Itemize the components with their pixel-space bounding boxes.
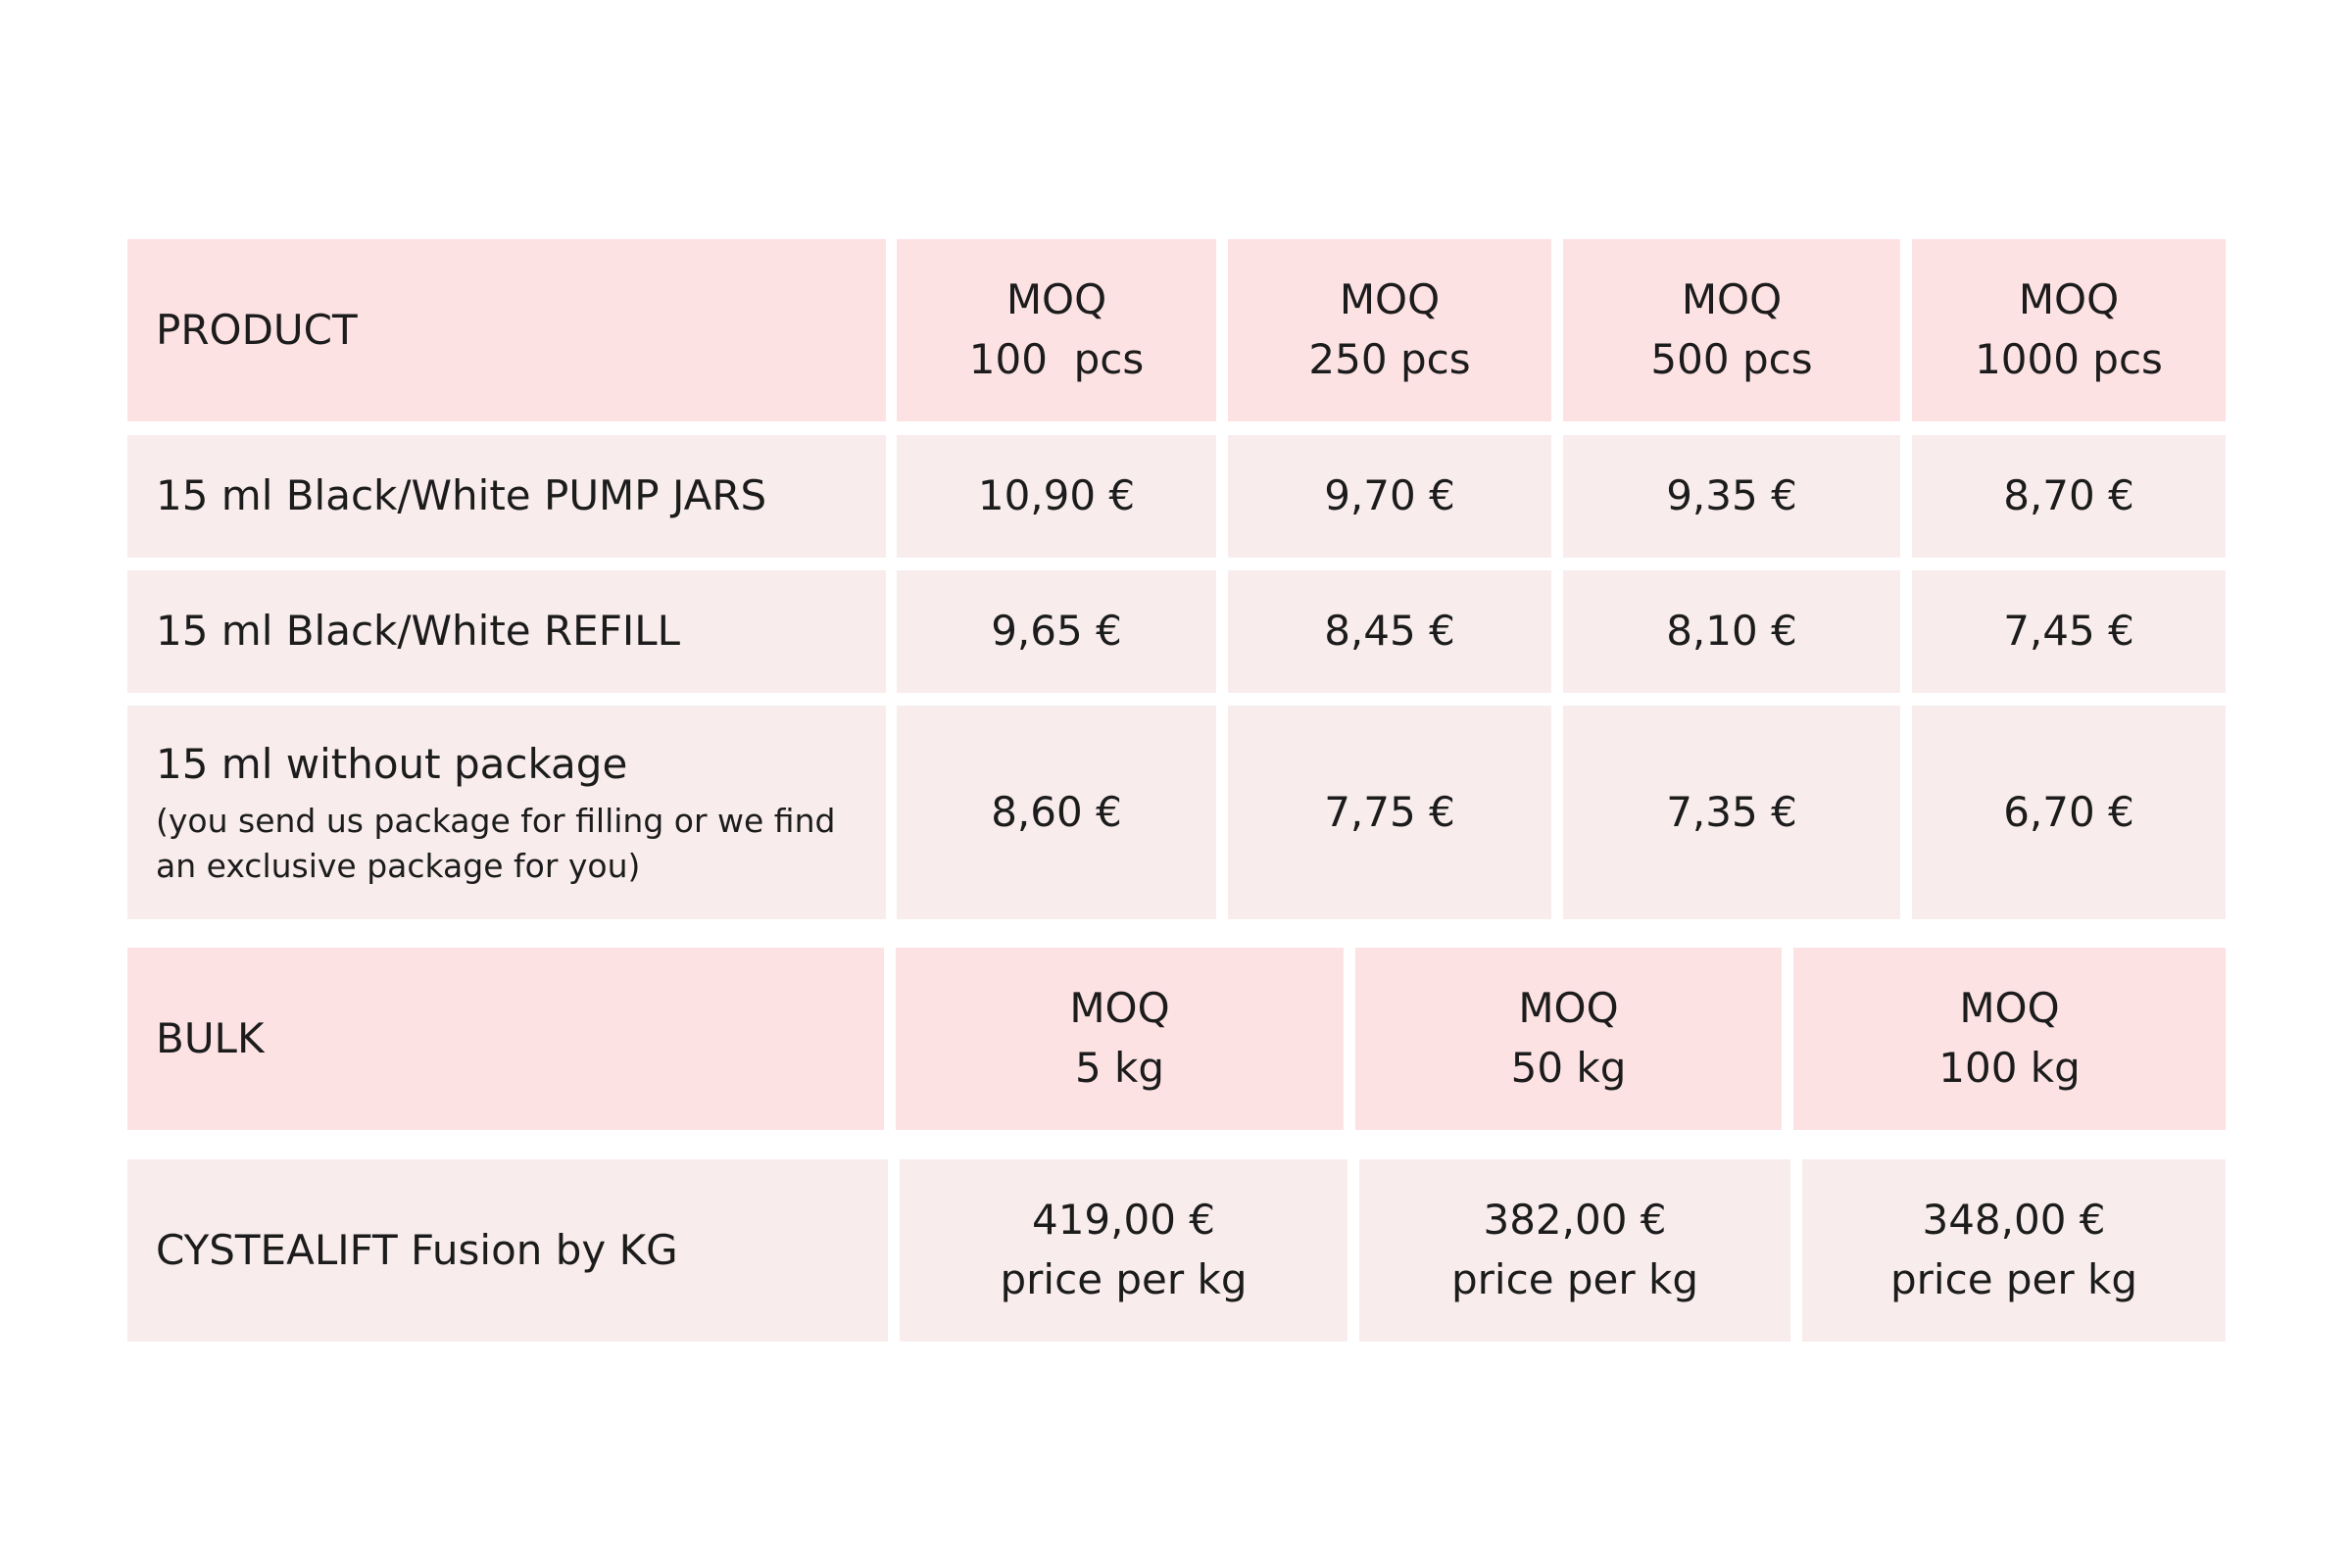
table-row-pump-jars-product (127, 435, 886, 558)
header-moq-label: MOQ (1339, 275, 1441, 324)
price-unit: price per kg (1000, 1255, 1248, 1303)
header-moq-100kg (1793, 948, 2226, 1130)
header-moq-50kg (1355, 948, 1782, 1130)
price-value: 8,70 € (2003, 471, 2134, 520)
product-name: 15 ml Black/White REFILL (156, 607, 681, 656)
price-cell (900, 1159, 1348, 1342)
price-cell (1359, 1159, 1790, 1342)
price-unit: price per kg (1451, 1255, 1698, 1303)
header-moq-100 (897, 239, 1216, 421)
price-value: 382,00 € (1483, 1196, 1667, 1245)
header-moq-label: MOQ (1069, 984, 1170, 1033)
price-value: 8,45 € (1324, 607, 1455, 656)
header-moq-500 (1563, 239, 1900, 421)
product-name: 15 ml Black/White PUMP JARS (156, 471, 767, 520)
header-bulk (127, 948, 884, 1130)
price-cell (1912, 435, 2226, 558)
product-note (156, 799, 835, 891)
header-moq-quantity: 500 pcs (1650, 335, 1813, 383)
price-unit: price per kg (1890, 1255, 2137, 1303)
header-moq-label: MOQ (1959, 984, 2060, 1033)
product-note-line: (you send us package for filling or we find (156, 801, 836, 840)
price-value: 7,45 € (2003, 607, 2134, 656)
price-value: 6,70 € (2003, 787, 2134, 836)
product-note-line: an exclusive package for you) (156, 847, 641, 886)
price-cell (1563, 435, 1900, 558)
price-cell (1228, 706, 1551, 919)
product-name: 15 ml without package (156, 739, 628, 788)
header-moq-label: MOQ (1681, 275, 1783, 324)
header-bulk-label: BULK (156, 1013, 265, 1062)
header-moq-quantity: 100 pcs (968, 335, 1145, 383)
price-cell (1802, 1159, 2226, 1342)
header-moq-label: MOQ (2018, 275, 2120, 324)
price-value: 348,00 € (1922, 1196, 2106, 1245)
price-value: 9,70 € (1324, 471, 1455, 520)
price-value: 8,60 € (991, 787, 1122, 836)
header-moq-1000 (1912, 239, 2226, 421)
table-row-cystealift-product (127, 1159, 888, 1342)
header-moq-quantity: 250 pcs (1308, 335, 1471, 383)
price-cell (897, 435, 1216, 558)
price-value: 9,35 € (1666, 471, 1797, 520)
price-value: 7,35 € (1666, 787, 1797, 836)
price-cell (1228, 435, 1551, 558)
table-row-without-package-product (127, 706, 886, 919)
price-cell (1563, 570, 1900, 693)
price-cell (1563, 706, 1900, 919)
header-moq-250 (1228, 239, 1551, 421)
price-value: 10,90 € (977, 471, 1136, 520)
header-moq-label: MOQ (1518, 984, 1619, 1033)
price-value: 8,10 € (1666, 607, 1797, 656)
price-cell (897, 706, 1216, 919)
header-moq-5kg (896, 948, 1344, 1130)
table-row-refill-product (127, 570, 886, 693)
header-product-label: PRODUCT (156, 305, 358, 354)
header-moq-quantity: 1000 pcs (1975, 335, 2163, 383)
price-cell (1912, 570, 2226, 693)
price-value: 7,75 € (1324, 787, 1455, 836)
price-value: 9,65 € (991, 607, 1122, 656)
header-moq-quantity: 50 kg (1510, 1044, 1627, 1092)
header-moq-quantity: 100 kg (1938, 1044, 2081, 1092)
product-name: CYSTEALIFT Fusion by KG (156, 1225, 678, 1274)
price-value: 419,00 € (1031, 1196, 1216, 1245)
header-moq-label: MOQ (1005, 275, 1107, 324)
header-product (127, 239, 886, 421)
price-cell (897, 570, 1216, 693)
header-moq-quantity: 5 kg (1074, 1044, 1165, 1092)
price-cell (1912, 706, 2226, 919)
price-cell (1228, 570, 1551, 693)
